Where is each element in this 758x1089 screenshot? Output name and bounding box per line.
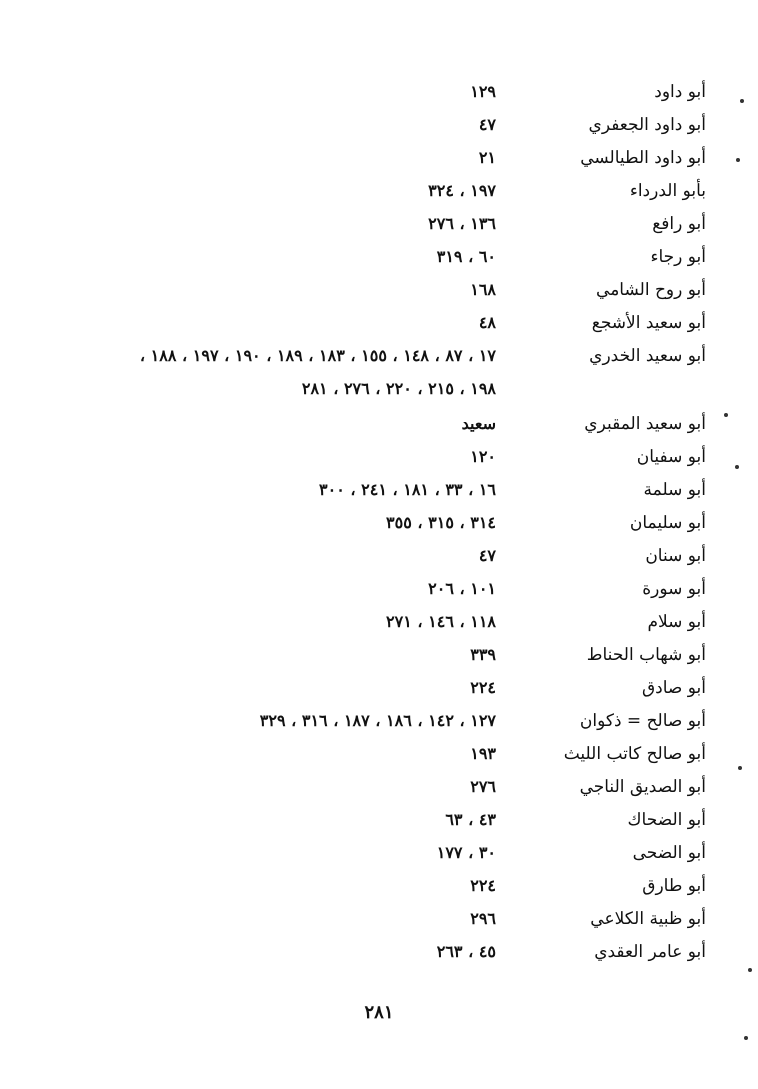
entry-pages: ١٦٨ [470,280,496,299]
index-entry [0,872,758,905]
entry-name: أبو روح الشامي [596,280,706,300]
entry-name: أبو سعيد الخدري [589,346,706,366]
entry-name: أبو رجاء [650,247,706,267]
index-entry [0,773,758,806]
entry-name: أبو سعيد المقبري [584,414,706,434]
entry-pages: ١٦ ، ٣٣ ، ١٨١ ، ٢٤١ ، ٣٠٠ [319,480,496,499]
index-entry [0,707,758,740]
index-entry [0,78,758,111]
entry-pages: ٣٣٩ [470,645,496,664]
index-entry [0,641,758,674]
entry-name: أبو سلام [647,612,706,632]
index-entry [0,111,758,144]
entry-name: أبو رافع [652,214,706,234]
entry-pages: ١٩٣ [470,744,496,763]
entry-pages: ٤٥ ، ٢٦٣ [436,942,496,961]
entry-name: أبو الضحاك [627,810,706,830]
index-entry [0,938,758,971]
index-entry [0,839,758,872]
index-entry [0,410,758,443]
entry-pages: ٤٧ [478,546,496,565]
entry-pages: ٤٧ [478,115,496,134]
entry-pages: ١٧ ، ٨٧ ، ١٤٨ ، ١٥٥ ، ١٨٣ ، ١٨٩ ، ١٩٠ ، ١٩٧ ، ١٨٨ ، [139,346,496,365]
margin-mark [740,99,744,103]
index-entry [0,342,758,375]
index-entry [0,674,758,707]
entry-name: بأبو الدرداء [629,181,706,201]
margin-mark [735,465,739,469]
entry-name: أبو سورة [642,579,706,599]
entry-name: أبو صالح = ذكوان [579,711,706,731]
entry-pages: ٤٣ ، ٦٣ [445,810,496,829]
entry-name: أبو الضحى [632,843,706,863]
entry-pages: ١٩٧ ، ٣٢٤ [428,181,496,200]
entry-pages: ٢٢٤ [470,876,496,895]
margin-mark [738,766,742,770]
entry-pages: ٢٩٦ [470,909,496,928]
entry-name: أبو داود الطيالسي [580,148,706,168]
index-entry [0,276,758,309]
entry-name: أبو الصديق الناجي [579,777,706,797]
index-entry [0,740,758,773]
entry-name: أبو طارق [642,876,706,896]
entry-pages: ٦٠ ، ٣١٩ [436,247,496,266]
entry-name: أبو داود الجعفري [588,115,706,135]
entry-name: أبو سعيد الأشجع [591,313,706,333]
entry-pages: ١٩٨ ، ٢١٥ ، ٢٢٠ ، ٢٧٦ ، ٢٨١ [301,379,496,398]
index-entry [0,177,758,210]
entry-pages: سعيد [461,414,496,433]
entry-pages: ٣٠ ، ١٧٧ [436,843,496,862]
entry-name: أبو سنان [645,546,706,566]
entry-pages: ١٣٦ ، ٢٧٦ [428,214,496,233]
index-entry [0,575,758,608]
entry-pages: ١٢٧ ، ١٤٢ ، ١٨٦ ، ١٨٧ ، ٣١٦ ، ٣٢٩ [259,711,496,730]
entry-pages: ٢١ [478,148,496,167]
entry-pages: ٢٧٦ [470,777,496,796]
entry-name: أبو ظبية الكلاعي [590,909,706,929]
index-entry [0,509,758,542]
margin-mark [748,968,752,972]
index-entry [0,476,758,509]
margin-mark [736,158,740,162]
entry-name: أبو شهاب الحناط [586,645,706,665]
index-entries [0,78,758,971]
index-entry [0,443,758,476]
entry-pages: ٣١٤ ، ٣١٥ ، ٣٥٥ [386,513,496,532]
entry-name: أبو عامر العقدي [594,942,706,962]
entry-name: أبو سلمة [643,480,706,500]
index-entry [0,144,758,177]
index-entry [0,806,758,839]
index-entry [0,608,758,641]
index-entry [0,542,758,575]
index-entry [0,210,758,243]
entry-pages: ١٠١ ، ٢٠٦ [428,579,496,598]
entry-pages: ١٢٠ [470,447,496,466]
entry-pages: ١٢٩ [470,82,496,101]
index-entry [0,243,758,276]
margin-mark [724,413,728,417]
entry-name: أبو سليمان [629,513,706,533]
margin-mark [744,1036,748,1040]
entry-name: أبو صالح كاتب الليث [563,744,706,764]
index-entry [0,309,758,342]
entry-name: أبو داود [654,82,706,102]
page-number: ٢٨١ [364,1002,394,1023]
entry-name: أبو سفيان [636,447,706,467]
entry-pages: ٢٢٤ [470,678,496,697]
entry-pages: ٤٨ [478,313,496,332]
index-entry-continuation [0,375,758,408]
entry-name: أبو صادق [641,678,706,698]
entry-pages: ١١٨ ، ١٤٦ ، ٢٧١ [386,612,496,631]
index-entry [0,905,758,938]
